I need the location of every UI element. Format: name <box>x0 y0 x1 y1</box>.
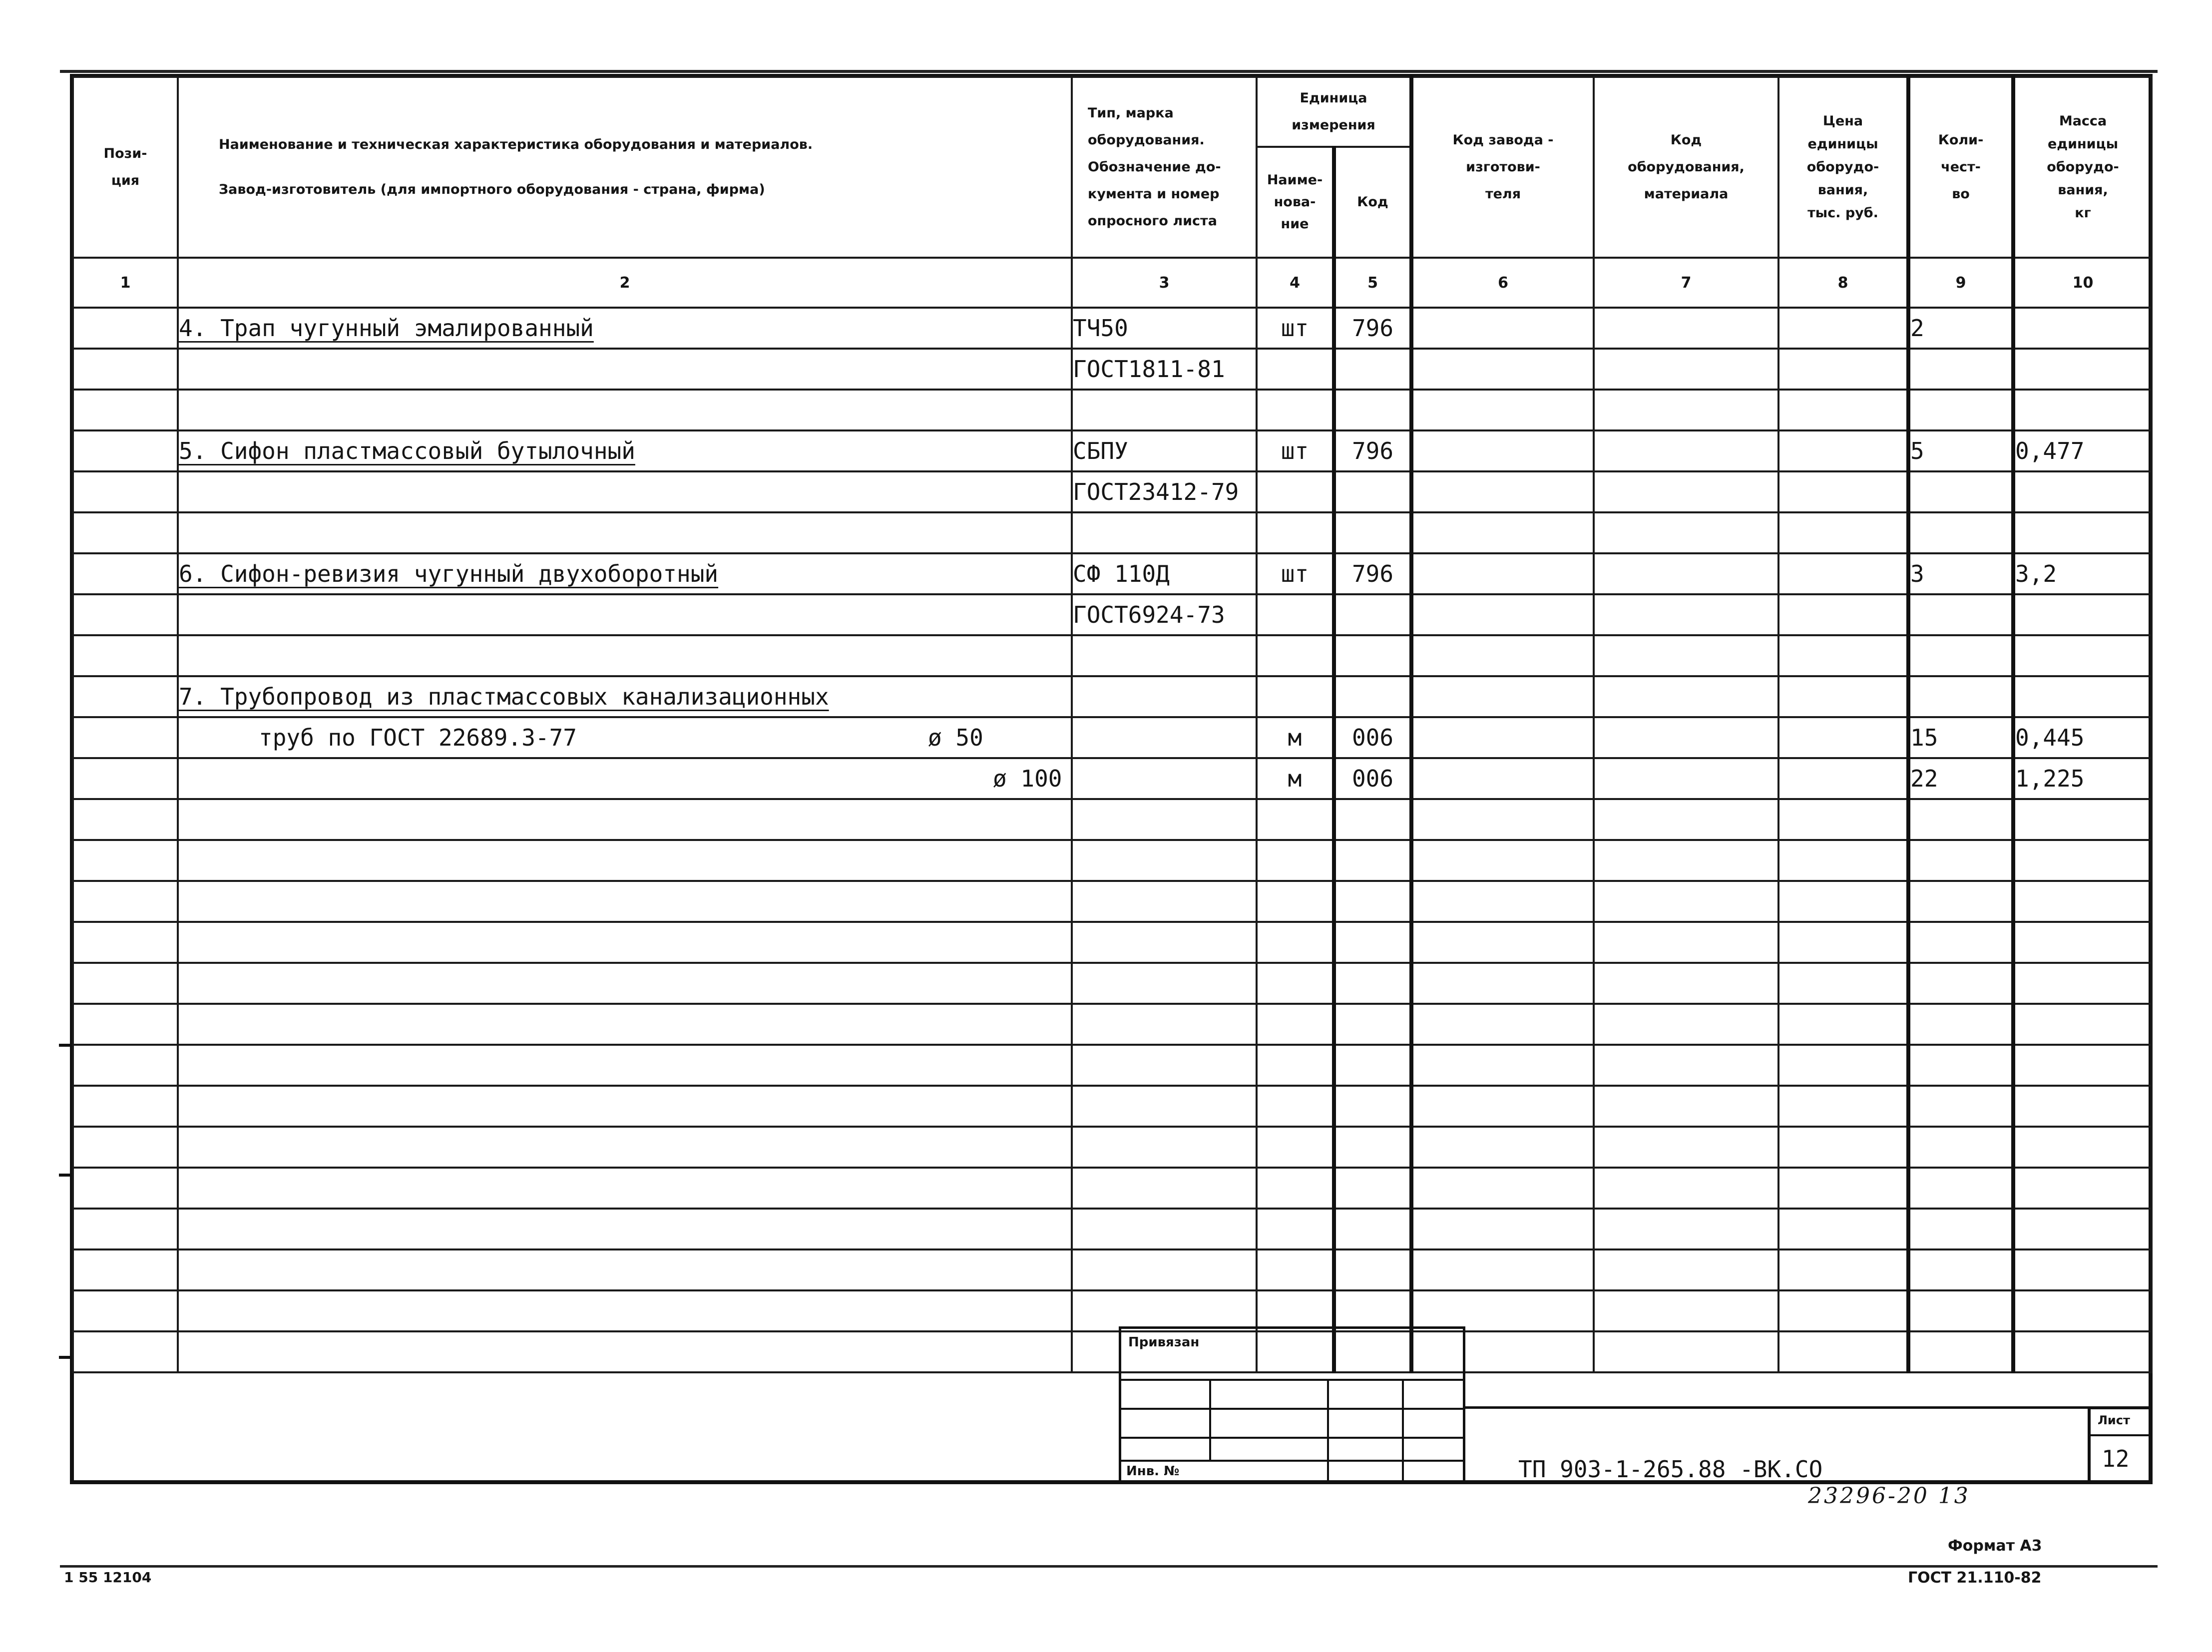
item-unit-code: 796 <box>1334 430 1411 471</box>
column-number: 6 <box>1411 258 1594 308</box>
item-mass: 0,477 <box>2013 430 2152 471</box>
table-row <box>73 1209 2152 1249</box>
item-type: СФ 110Д <box>1072 553 1257 594</box>
table-row <box>73 635 2152 676</box>
table-row <box>73 512 2152 553</box>
column-number: 5 <box>1334 258 1411 308</box>
item-quantity: 2 <box>1908 308 2013 349</box>
header-name: Наименование и техническая характеристика оборудования и материалов. Завод-изготовитель (для импортного оборудования - страна, фирма) <box>178 77 1072 258</box>
item-name: 6. Сифон-ревизия чугунный двухоборотный <box>179 560 719 587</box>
sheet-number: 12 <box>2102 1445 2130 1472</box>
item-mass <box>2013 308 2152 349</box>
item-unit: шт <box>1257 430 1334 471</box>
column-number: 7 <box>1594 258 1778 308</box>
table-row <box>73 553 2152 594</box>
item-unit-code: 796 <box>1334 308 1411 349</box>
item-unit-code: 006 <box>1334 717 1411 758</box>
table-row <box>73 881 2152 922</box>
item-diameter: ø 50 <box>928 724 983 751</box>
item-name: 5. Сифон пластмассовый бутылочный <box>179 437 635 464</box>
item-mass: 1,225 <box>2013 758 2152 799</box>
item-unit-code: 006 <box>1334 758 1411 799</box>
table-row <box>73 717 2152 758</box>
table-row <box>73 430 2152 471</box>
header-price: Цена единицы оборудо- вания, тыс. руб. <box>1778 77 1908 258</box>
column-number: 2 <box>178 258 1072 308</box>
handwritten-number: 23296-20 13 <box>1808 1483 1970 1509</box>
item-mass: 0,445 <box>2013 717 2152 758</box>
item-standard: ГОСТ23412-79 <box>1072 471 1257 512</box>
item-type: СБПУ <box>1072 430 1257 471</box>
table-row <box>73 1127 2152 1168</box>
item-type: ТЧ50 <box>1072 308 1257 349</box>
item-unit: м <box>1257 758 1334 799</box>
table-row <box>73 840 2152 881</box>
bottom-border-line <box>60 1565 2158 1568</box>
item-quantity: 3 <box>1908 553 2013 594</box>
sheet-number-box <box>2088 1406 2153 1484</box>
stamp-inventory-label: Инв. № <box>1126 1464 1180 1479</box>
item-quantity: 22 <box>1908 758 2013 799</box>
standard-label: ГОСТ 21.110-82 <box>1908 1569 2042 1587</box>
table-row <box>73 1086 2152 1127</box>
column-number: 1 <box>73 258 178 308</box>
header-unit-group: Единица измерения <box>1257 77 1411 147</box>
item-quantity: 5 <box>1908 430 2013 471</box>
column-number: 9 <box>1908 258 2013 308</box>
table-row <box>73 1045 2152 1086</box>
table-row <box>73 758 2152 799</box>
column-number: 10 <box>2013 258 2152 308</box>
table-row <box>73 390 2152 430</box>
table-row <box>73 349 2152 390</box>
table-row <box>73 799 2152 840</box>
item-standard: ГОСТ6924-73 <box>1072 594 1257 635</box>
table-row <box>73 922 2152 963</box>
item-unit: шт <box>1257 553 1334 594</box>
item-standard: ГОСТ1811-81 <box>1072 349 1257 390</box>
table-row <box>73 1249 2152 1290</box>
header-equipment-code: Код оборудования, материала <box>1594 77 1778 258</box>
header-unit-name: Наиме- нова- ние <box>1257 147 1334 258</box>
header-unit-code: Код <box>1334 147 1411 258</box>
format-label: Формат А3 <box>1948 1537 2042 1555</box>
header-mass: Масса единицы оборудо- вания, кг <box>2013 77 2152 258</box>
table-row <box>73 1290 2152 1331</box>
title-block-line <box>1465 1406 2153 1409</box>
table-row <box>73 1331 2152 1372</box>
table-row <box>73 963 2152 1004</box>
document-code: ТП 903-1-265.88 -ВК.СО <box>1518 1456 1823 1483</box>
item-name: 7. Трубопровод из пластмассовых канализационных <box>179 683 829 710</box>
footer-left-code: 1 55 12104 <box>64 1569 152 1586</box>
table-row <box>73 1004 2152 1045</box>
item-diameter: ø 100 <box>993 765 1062 792</box>
item-unit: шт <box>1257 308 1334 349</box>
column-number: 8 <box>1778 258 1908 308</box>
stamp-privyazan-label: Привязан <box>1128 1335 1200 1350</box>
item-unit: м <box>1257 717 1334 758</box>
table-row <box>73 594 2152 635</box>
item-name-continued: труб по ГОСТ 22689.3-77 <box>259 724 577 751</box>
table-row <box>73 1168 2152 1209</box>
header-quantity: Коли- чест- во <box>1908 77 2013 258</box>
item-unit-code: 796 <box>1334 553 1411 594</box>
header-position: Пози- ция <box>73 77 178 258</box>
top-border-line <box>60 70 2158 73</box>
sheet-label: Лист <box>2098 1413 2130 1427</box>
item-name: 4. Трап чугунный эмалированный <box>179 315 594 342</box>
table-row <box>73 471 2152 512</box>
binding-stamp <box>1119 1326 1465 1484</box>
column-number: 4 <box>1257 258 1334 308</box>
table-row <box>73 308 2152 349</box>
column-number: 3 <box>1072 258 1257 308</box>
header-factory-code: Код завода - изготови- теля <box>1411 77 1594 258</box>
table-row <box>73 676 2152 717</box>
item-quantity: 15 <box>1908 717 2013 758</box>
item-mass: 3,2 <box>2013 553 2152 594</box>
header-type: Тип, марка оборудования. Обозначение до- кумента и номер опросного листа <box>1072 77 1257 258</box>
specification-table <box>72 76 2153 1373</box>
